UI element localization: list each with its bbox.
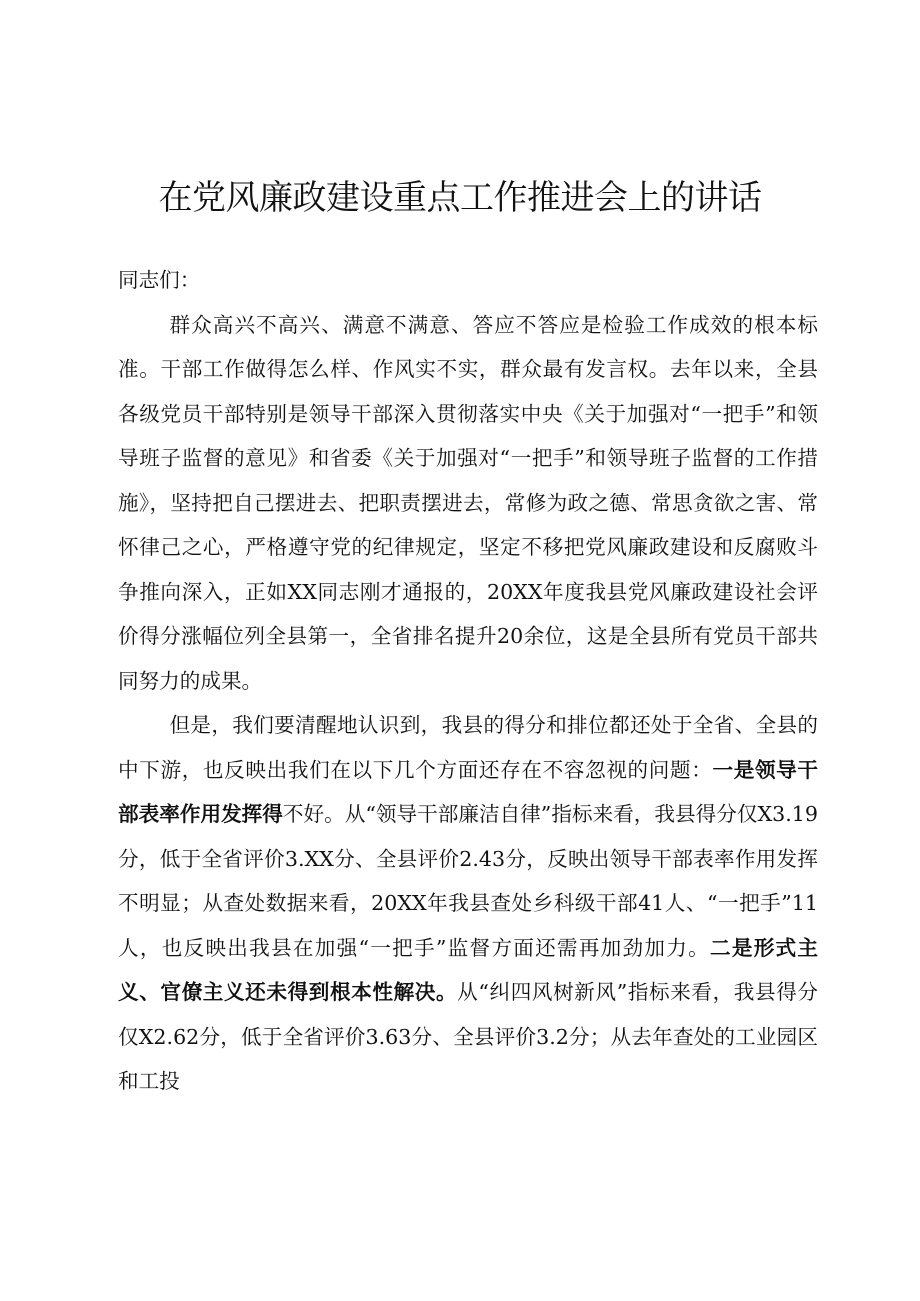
paragraph-2-intro: 但是，我们要清醒地认识到，我县的得分和排位都还处于全省、全县的中下游，也反映出我们在以下几个方面还存在不容忽视的问题： <box>118 713 818 782</box>
paragraph-1: 群众高兴不高兴、满意不满意、答应不答应是检验工作成效的根本标准。干部工作做得怎么样、作风实不实，群众最有发言权。去年以来，全县各级党员干部特别是领导干部深入贯彻落实中央《关于加强对“一把手”和领导班子监督的意见》和省委《关于加强对“一把手”和领导班子监督的工作措施》，坚持把自己摆进去、把职责摆进去，常修为政之德、常思贪欲之害、常怀律己之心，严格遵守党的纪律规定，坚定不移把党风廉政建设和反腐败斗争推向深入，正如XX同志刚才通报的，20XX年度我县党风廉政建设社会评价得分涨幅位列全县第一，全省排名提升20余位，这是全县所有党员干部共同努力的成果。 <box>118 312 818 693</box>
paragraph-2 <box>118 703 818 1104</box>
document-title: 在党风廉政建设重点工作推进会上的讲话 <box>158 178 762 218</box>
point-2-text: 从“纠四风树新风”指标来看，我县得分仅X2.62分，低于全省评价3.63分、全县评价3.2分；从去年查处的工业园区和工投 <box>118 980 818 1093</box>
point-1-heading: 一是领导干部表率作用发挥得 <box>118 757 819 826</box>
greeting: 同志们： <box>118 268 201 292</box>
point-1-text: 不好。从“领导干部廉洁自律”指标来看，我县得分仅X3.19分，低于全省评价3.XX分、全县评价2.43分，反映出领导干部表率作用发挥不明显；从查处数据来看，20XX年我县查处乡科级干部41人、“一把手”11人，也反映出我县在加强“一把手”监督方面还需再加劲加力。 <box>118 802 818 960</box>
point-2-heading: 二是形式主义、官僚主义还未得到根本性解决。 <box>118 935 819 1004</box>
document-body <box>118 258 818 1104</box>
